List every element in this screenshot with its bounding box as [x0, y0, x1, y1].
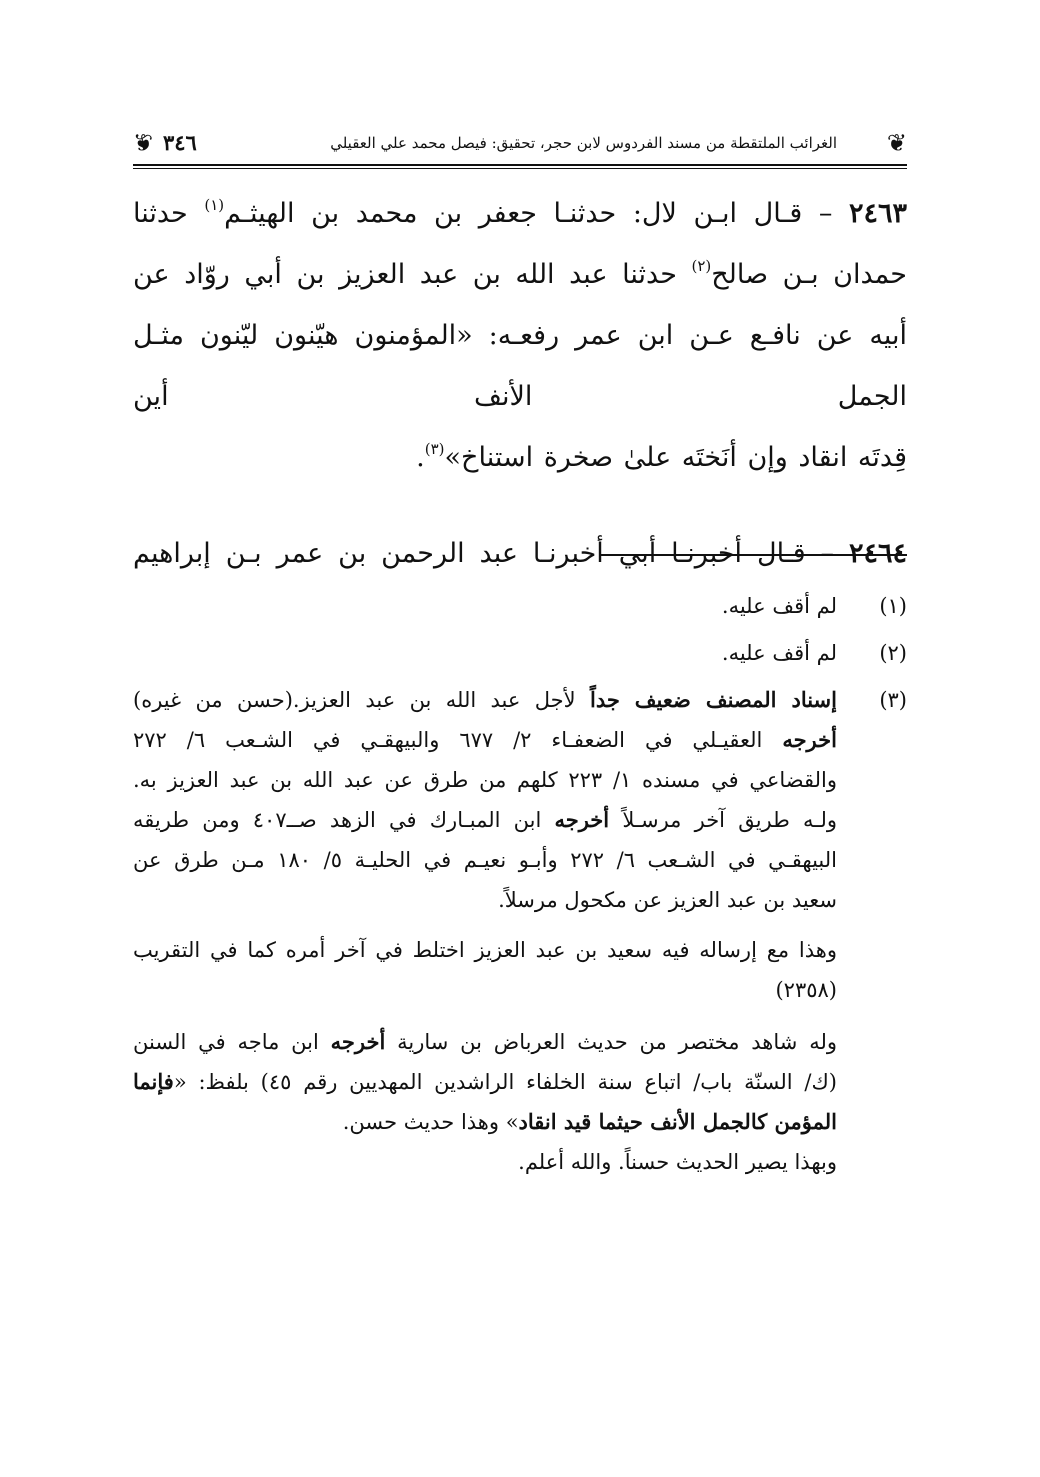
footnote-separator	[600, 554, 907, 556]
footnote-bold: أخرجه	[782, 727, 837, 752]
hadith-text: قِدتَه انقاد وإن أنَختَه علىٰ صخرة استناخ»	[444, 442, 907, 473]
footnote-text: (ك/ السنّة باب/ اتباع سنة الخلفاء الراشدين المهديين رقم ٤٥) بلفظ: «	[173, 1070, 837, 1094]
hadith-text: حدثنا	[133, 198, 205, 229]
footnote-bold: فإنما	[133, 1069, 174, 1094]
footnote-text: وله شاهد مختصر من حديث العرباض بن سارية	[385, 1030, 837, 1054]
hadith-text: حدثنا عبد الله بن عبد العزيز بن أبي روّاد عن أبيه عن	[133, 259, 907, 351]
footnote-line	[133, 1062, 837, 1102]
footnote-bold: أخرجه	[330, 1029, 386, 1054]
hadith-text: – قـال أخبرنـا أبي أخبرنـا عبد الرحمن بن عمر بـن إبراهيم	[133, 538, 835, 569]
footnote-text: » وهذا حديث حسن.	[342, 1110, 519, 1134]
footnote-bold: أخرجه	[554, 807, 610, 832]
footnote-number: (١)	[879, 594, 907, 618]
page-header	[133, 128, 907, 166]
main-text	[133, 183, 907, 584]
ornament-right-icon: ❦	[886, 129, 907, 157]
footnote-line: والقضاعي في مسنده ١/ ٢٢٣ كلهم من طرق عن عبد الله بن عبد العزيز به.	[133, 768, 837, 792]
hadith-text: نافـع عـن ابن عمر رفعـه: «المؤمنون هيّنون ليّنون مثـل الجمل الأنف أين	[133, 320, 907, 412]
hadith-2463	[133, 183, 907, 488]
page-number: ٣٤٦	[163, 130, 197, 155]
footnote-3	[133, 680, 907, 1182]
footnote-line: البيهقـي في الشـعب ٦/ ٢٧٢ وأبـو نعيـم في الحليـة ٥/ ١٨٠ مـن طرق عن	[133, 848, 837, 872]
footnote-text: العقيـلي في الضعفـاء ٢/ ٦٧٧ والبيهقـي في الشـعب ٦/ ٢٧٢	[133, 728, 783, 752]
hadith-last-line	[133, 427, 907, 488]
running-title: الغرائب الملتقطة من مسند الفردوس لابن حجر، تحقيق: فيصل محمد علي العقيلي	[330, 134, 837, 152]
footnote-ref-1[interactable]: (١)	[204, 196, 225, 214]
header-rule	[133, 168, 907, 169]
footnote-text: لم أقف عليه.	[721, 641, 837, 665]
footnote-2	[133, 633, 907, 673]
footnote-line: (٢٣٥٨)	[775, 978, 837, 1002]
footnotes	[133, 586, 907, 1182]
footnote-line	[133, 800, 837, 840]
hadith-number: ٢٤٦٣	[848, 198, 907, 229]
footnote-bold: المؤمن كالجمل الأنف حيثما قيد انقاد	[518, 1109, 837, 1134]
footnote-text: ولـه طريق آخر مرسـلاً	[609, 808, 837, 832]
ornament-left-icon: ❦	[133, 129, 154, 157]
footnote-text: ابن المبـارك في الزهد صــ٤٠٧ ومن طريقه	[133, 808, 555, 832]
hadith-number: ٢٤٦٤	[849, 538, 908, 569]
hadith-text: .	[416, 442, 425, 473]
footnote-text: لأجل عبد الله بن عبد العزيز.(حسن من غيره)	[133, 688, 590, 712]
footnote-line	[133, 720, 837, 760]
footnote-line	[133, 1022, 837, 1062]
footnote-1	[133, 586, 907, 626]
footnote-line: سعيد بن عبد العزيز عن مكحول مرسلاً.	[498, 888, 837, 912]
footnote-line	[133, 1102, 837, 1142]
footnote-line: وهذا مع إرساله فيه سعيد بن عبد العزيز اختلط في آخر أمره كما في التقريب	[133, 938, 837, 962]
footnote-text: لم أقف عليه.	[721, 594, 837, 618]
footnote-bold: إسناد المصنف ضعيف جداً	[589, 687, 837, 712]
footnote-line: وبهذا يصير الحديث حسناً. والله أعلم.	[518, 1150, 837, 1174]
footnote-text: ابن ماجه في السنن	[133, 1030, 331, 1054]
footnote-ref-2[interactable]: (٢)	[691, 257, 712, 275]
hadith-text: حمدان بـن صالح	[711, 259, 907, 290]
hadith-text: – قـال ابـن لال: حدثنـا جعفر بن محمد بن الهيثـم	[224, 198, 833, 229]
footnote-number: (٢)	[879, 641, 907, 665]
footnote-ref-3[interactable]: (٣)	[424, 440, 445, 458]
footnote-line	[133, 680, 837, 720]
footnote-number: (٣)	[879, 688, 907, 712]
